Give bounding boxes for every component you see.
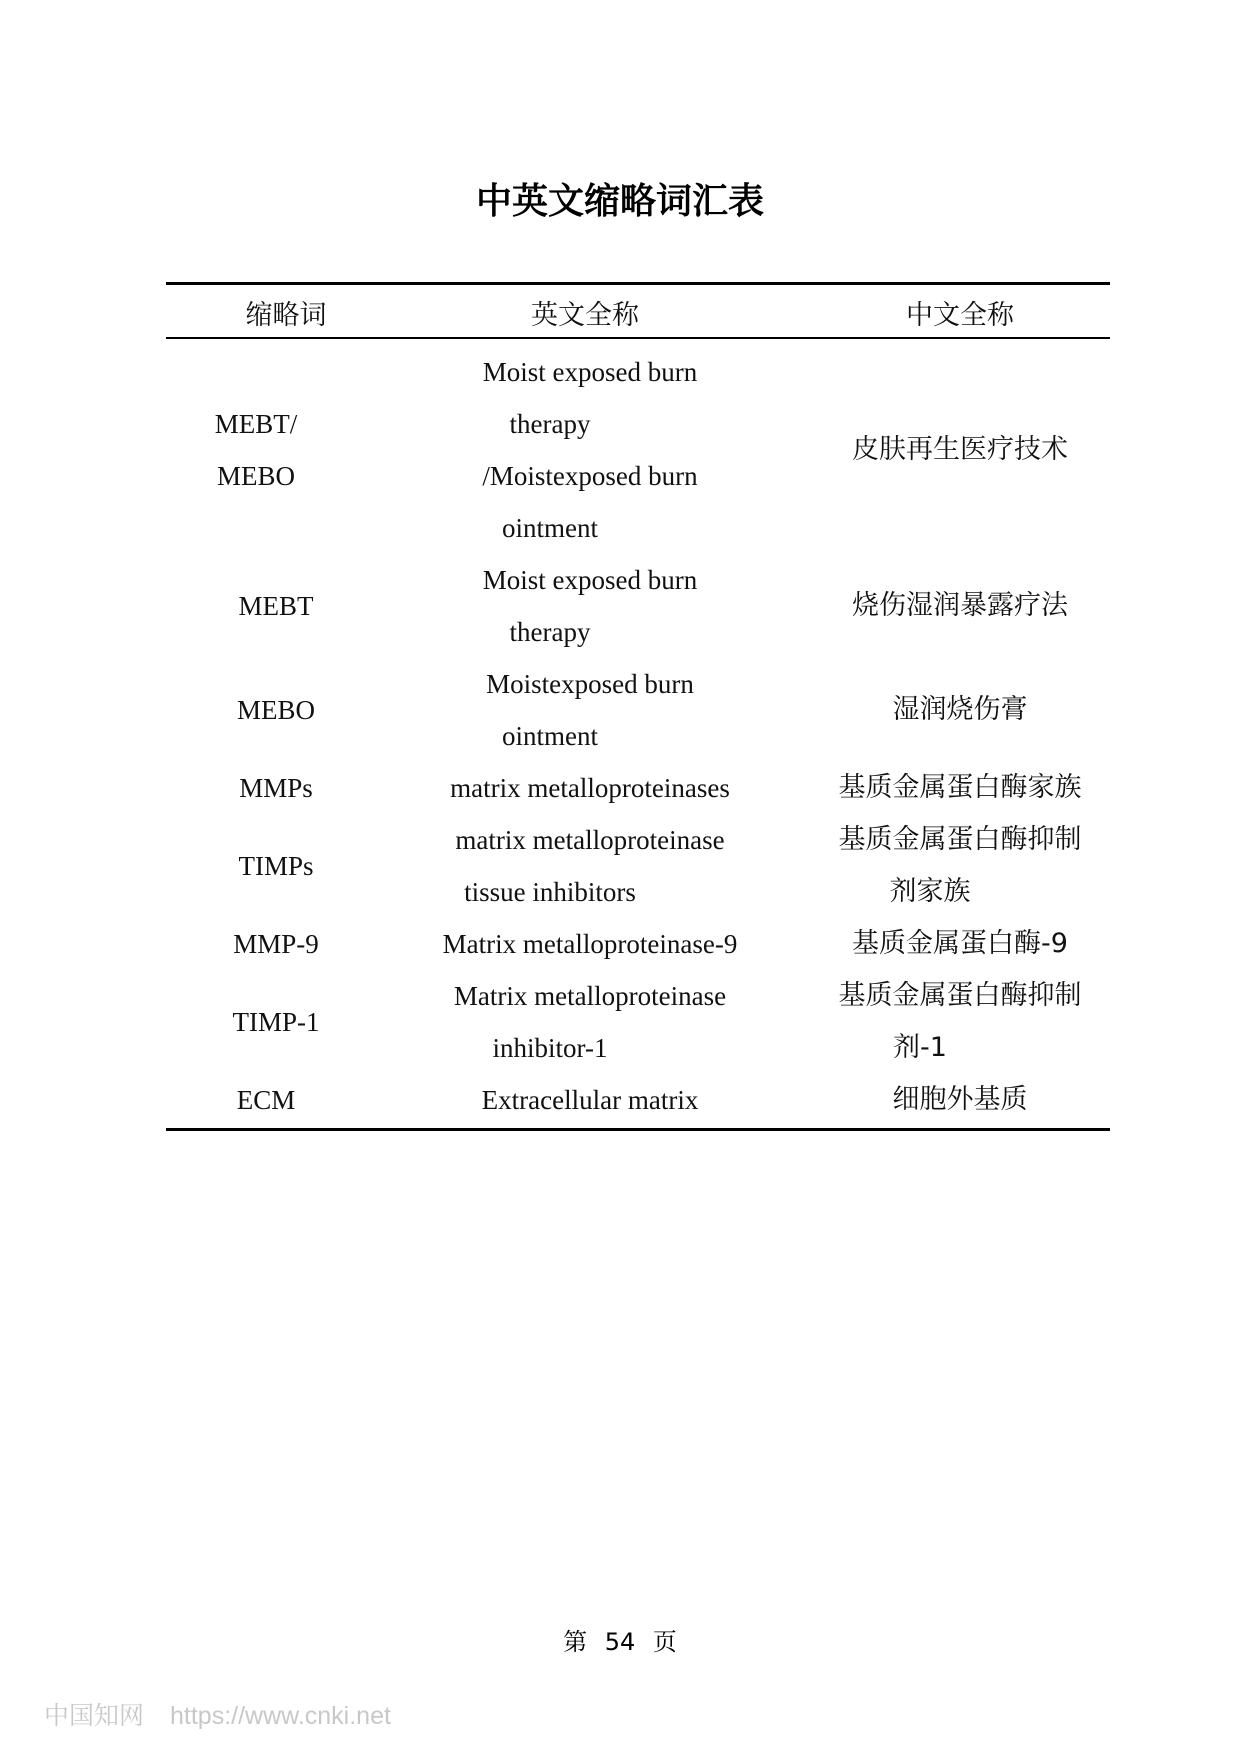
table-bottom-rule [166,1128,1110,1131]
row-3-en-line-2: ointment [502,721,598,751]
row-5-en-line-1: matrix metalloproteinase [455,825,725,855]
row-4-abbr: MMPs [239,773,313,803]
watermark-brand: 中国知网 [44,1701,145,1730]
row-1-en-line-3: /Moistexposed burn [482,461,698,491]
watermark-url: https://www.cnki.net [170,1702,391,1730]
header-abbreviation: 缩略词 [245,300,327,331]
row-2-cn: 烧伤湿润暴露疗法 [852,590,1068,621]
row-7-en-line-1: Matrix metalloproteinase [453,981,727,1011]
row-7-cn-line-1: 基质金属蛋白酶抑制 [838,980,1082,1011]
row-8-abbr: ECM [236,1085,296,1115]
row-2-en-line-1: Moist exposed burn [482,565,698,595]
row-3-en-line-1: Moistexposed burn [486,669,694,699]
header-chinese-name: 中文全称 [906,300,1014,331]
row-7-en-line-2: inhibitor-1 [492,1033,608,1063]
row-1-abbr-line-1: MEBT/ [214,409,298,439]
row-1-en-line-4: ointment [502,513,598,543]
row-6-en: Matrix metalloproteinase-9 [442,929,738,959]
row-6-cn: 基质金属蛋白酶-9 [852,928,1068,959]
row-6-abbr: MMP-9 [233,929,319,959]
row-8-en: Extracellular matrix [481,1085,699,1115]
row-1-en-line-1: Moist exposed burn [482,357,698,387]
row-2-en-line-2: therapy [509,617,591,647]
row-7-cn-line-2: 剂-1 [893,1032,947,1063]
table-header-rule [166,337,1110,339]
row-5-cn-line-1: 基质金属蛋白酶抑制 [838,824,1082,855]
row-1-cn: 皮肤再生医疗技术 [852,434,1068,465]
header-english-name: 英文全称 [531,300,639,331]
row-3-abbr: MEBO [236,695,315,725]
cnki-watermark [44,1696,391,1732]
page-title: 中英文缩略词汇表 [475,181,764,222]
row-1-en-line-2: therapy [509,409,591,439]
table-top-rule [166,282,1110,285]
row-4-en: matrix metalloproteinases [450,773,730,803]
row-3-cn: 湿润烧伤膏 [892,694,1028,725]
row-5-en-line-2: tissue inhibitors [464,877,636,907]
row-4-cn: 基质金属蛋白酶家族 [838,772,1082,803]
row-8-cn: 细胞外基质 [892,1084,1028,1115]
row-2-abbr: MEBT [238,591,314,621]
row-5-cn-line-2: 剂家族 [889,876,971,907]
row-5-abbr: TIMPs [238,851,314,881]
row-1-abbr-line-2: MEBO [216,461,295,491]
page-number: 第 54 页 [563,1628,677,1656]
row-7-abbr: TIMP-1 [232,1007,320,1037]
